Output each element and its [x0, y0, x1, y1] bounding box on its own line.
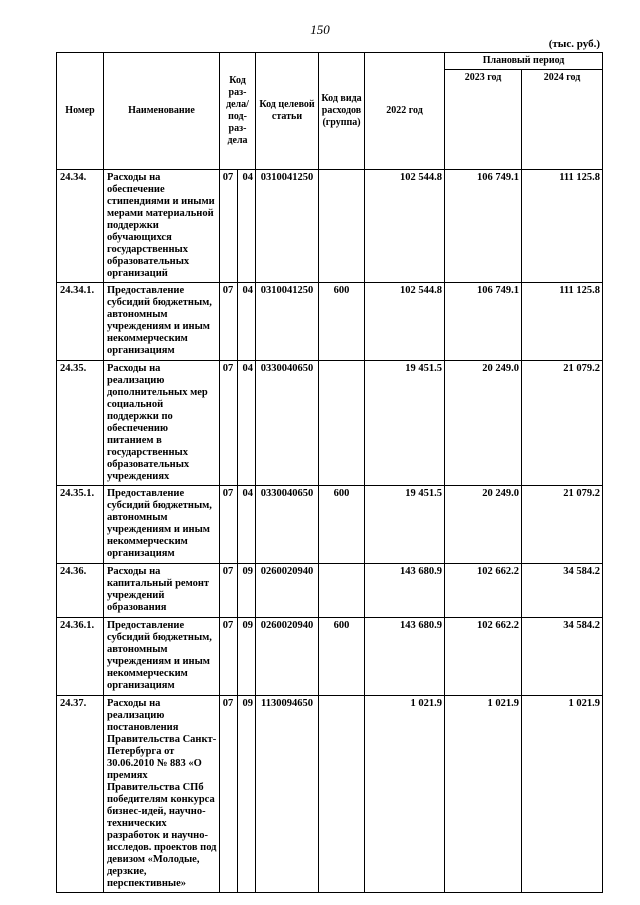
row-target-code: 0260020940 — [256, 618, 319, 696]
row-section: 07 — [220, 170, 238, 283]
row-number: 24.36.1. — [57, 618, 104, 696]
row-subsection: 09 — [238, 696, 256, 893]
row-number: 24.34. — [57, 170, 104, 283]
header-expense: Код вида расходов (группа) — [319, 53, 365, 170]
row-2024: 34 584.2 — [522, 618, 603, 696]
row-2024: 21 079.2 — [522, 486, 603, 564]
row-subsection: 09 — [238, 618, 256, 696]
table-row — [57, 696, 603, 893]
row-2022: 102 544.8 — [365, 170, 445, 283]
row-2024: 111 125.8 — [522, 283, 603, 361]
row-target-code: 0330040650 — [256, 486, 319, 564]
row-name: Предоставление субсидий бюджетным, автономным учреждениям и иным некоммерческим организациям — [104, 486, 220, 564]
row-target-code: 0330040650 — [256, 361, 319, 486]
row-section: 07 — [220, 618, 238, 696]
row-2023: 1 021.9 — [445, 696, 522, 893]
row-subsection: 04 — [238, 486, 256, 564]
row-2024: 34 584.2 — [522, 564, 603, 618]
header-number: Номер — [57, 53, 104, 170]
row-2022: 1 021.9 — [365, 696, 445, 893]
table-row — [57, 170, 603, 283]
row-2023: 106 749.1 — [445, 170, 522, 283]
page-number: 150 — [310, 22, 330, 37]
row-number: 24.37. — [57, 696, 104, 893]
row-2022: 143 680.9 — [365, 618, 445, 696]
header-target: Код целевой статьи — [256, 53, 319, 170]
row-target-code: 0260020940 — [256, 564, 319, 618]
row-name: Расходы на капитальный ремонт учреждений образования — [104, 564, 220, 618]
budget-table — [56, 52, 603, 893]
row-section: 07 — [220, 696, 238, 893]
header-plan: Плановый период — [445, 53, 603, 70]
row-subsection: 09 — [238, 564, 256, 618]
row-expense-code — [319, 170, 365, 283]
row-subsection: 04 — [238, 170, 256, 283]
row-name: Предоставление субсидий бюджетным, автономным учреждениям и иным некоммерческим организациям — [104, 618, 220, 696]
row-expense-code: 600 — [319, 486, 365, 564]
row-section: 07 — [220, 361, 238, 486]
row-section: 07 — [220, 486, 238, 564]
row-target-code: 1130094650 — [256, 696, 319, 893]
table-row — [57, 361, 603, 486]
row-expense-code: 600 — [319, 618, 365, 696]
row-2023: 102 662.2 — [445, 564, 522, 618]
row-2024: 1 021.9 — [522, 696, 603, 893]
row-2024: 111 125.8 — [522, 170, 603, 283]
row-expense-code — [319, 696, 365, 893]
row-name: Предоставление субсидий бюджетным, автономным учреждениям и иным некоммерческим организациям — [104, 283, 220, 361]
row-2023: 20 249.0 — [445, 361, 522, 486]
row-2024: 21 079.2 — [522, 361, 603, 486]
header-name: Наименование — [104, 53, 220, 170]
row-name: Расходы на реализацию дополнительных мер социальной поддержки по обеспечению питанием в государственных образовательных учреждениях — [104, 361, 220, 486]
row-expense-code — [319, 361, 365, 486]
table-row — [57, 618, 603, 696]
row-number: 24.34.1. — [57, 283, 104, 361]
table-row — [57, 564, 603, 618]
row-target-code: 0310041250 — [256, 170, 319, 283]
row-2022: 19 451.5 — [365, 486, 445, 564]
header-2024: 2024 год — [522, 70, 603, 170]
row-2022: 143 680.9 — [365, 564, 445, 618]
row-expense-code — [319, 564, 365, 618]
row-2022: 19 451.5 — [365, 361, 445, 486]
header-2022: 2022 год — [365, 53, 445, 170]
row-name: Расходы на обеспечение стипендиями и иными мерами материальной поддержки обучающихся государственных образовательных организаций — [104, 170, 220, 283]
row-number: 24.35. — [57, 361, 104, 486]
row-expense-code: 600 — [319, 283, 365, 361]
row-subsection: 04 — [238, 283, 256, 361]
row-2023: 102 662.2 — [445, 618, 522, 696]
units-label: (тыс. руб.) — [548, 38, 600, 50]
row-section: 07 — [220, 564, 238, 618]
row-section: 07 — [220, 283, 238, 361]
row-2022: 102 544.8 — [365, 283, 445, 361]
row-2023: 106 749.1 — [445, 283, 522, 361]
row-name: Расходы на реализацию постановления Правительства Санкт-Петербурга от 30.06.2010 № 883 «О премиях Правительства СПб победителям конкурса бизнес-идей, научно-технических разработок и научно-исследов. проектов под девизом «Молодые, дерзкие, перспективные» — [104, 696, 220, 893]
row-number: 24.36. — [57, 564, 104, 618]
row-subsection: 04 — [238, 361, 256, 486]
row-target-code: 0310041250 — [256, 283, 319, 361]
header-2023: 2023 год — [445, 70, 522, 170]
table-row — [57, 283, 603, 361]
row-2023: 20 249.0 — [445, 486, 522, 564]
row-number: 24.35.1. — [57, 486, 104, 564]
header-section: Код раз-дела/под-раз-дела — [220, 53, 256, 170]
table-row — [57, 486, 603, 564]
